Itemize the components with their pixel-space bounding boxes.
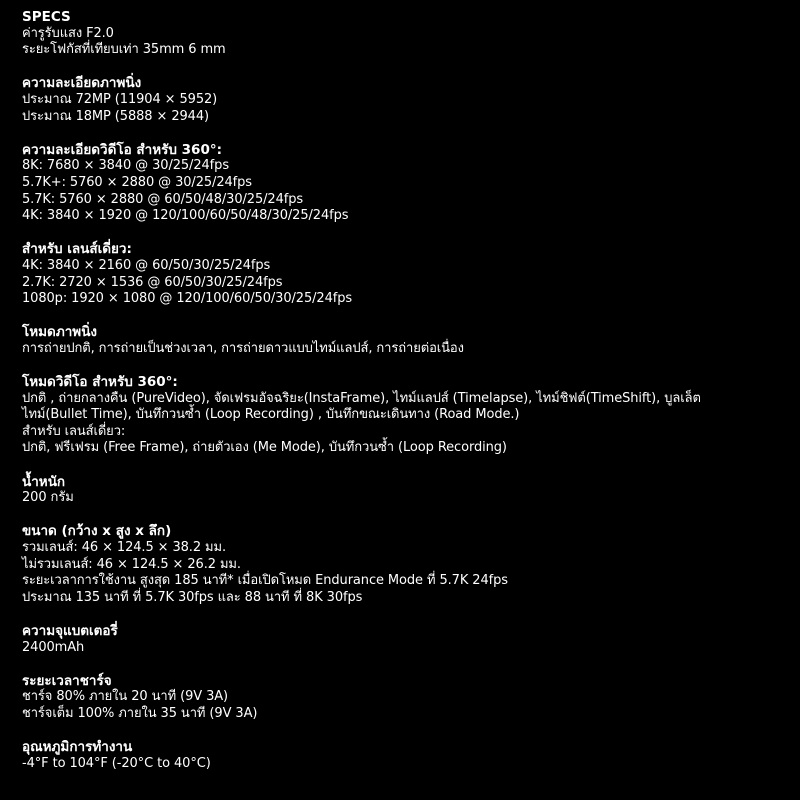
section-heading: ความละเอียดภาพนิ่ง: [22, 75, 142, 92]
section-heading: ความละเอียดวิดีโอ สำหรับ 360°:: [22, 141, 222, 158]
section-dimensions: [22, 523, 792, 606]
spec-line: ชาร์จ 80% ภายใน 20 นาที (9V 3A): [22, 689, 229, 705]
section-battery-capacity: [22, 623, 792, 656]
spec-line: 8K: 7680 × 3840 @ 30/25/24fps: [22, 158, 229, 174]
specs-header-section: [22, 9, 792, 59]
spec-line: 5.7K: 5760 × 2880 @ 60/50/48/30/25/24fps: [22, 191, 304, 207]
spec-line: 5.7K+: 5760 × 2880 @ 30/25/24fps: [22, 174, 252, 190]
section-photo-resolution: [22, 75, 792, 125]
section-heading: ระยะเวลาชาร์จ: [22, 672, 112, 689]
spec-line: 1080p: 1920 × 1080 @ 120/100/60/50/30/25/24fps: [22, 291, 353, 307]
section-heading: อุณหภูมิการทำงาน: [22, 739, 133, 756]
spec-line: 4K: 3840 × 1920 @ 120/100/60/50/48/30/25/24fps: [22, 208, 349, 224]
section-heading: โหมดภาพนิ่ง: [22, 324, 98, 341]
spec-line: 4K: 3840 × 2160 @ 60/50/30/25/24fps: [22, 257, 271, 273]
spec-line: ประมาณ 18MP (5888 × 2944): [22, 108, 209, 124]
spec-line: 200 กรัม: [22, 490, 74, 506]
section-weight: [22, 474, 792, 507]
section-heading: สำหรับ เลนส์เดี่ยว:: [22, 241, 132, 258]
aperture-line: ค่ารูรับแสง F2.0: [22, 25, 114, 41]
spec-line: ประมาณ 135 นาที ที่ 5.7K 30fps และ 88 นาที ที่ 8K 30fps: [22, 589, 363, 605]
section-operating-temperature: [22, 739, 792, 772]
section-video-resolution-360: [22, 142, 792, 225]
spec-line: -4°F to 104°F (-20°C to 40°C): [22, 755, 211, 771]
section-photo-modes: [22, 324, 792, 357]
spec-line: ไม่รวมเลนส์: 46 × 124.5 × 26.2 มม.: [22, 556, 241, 572]
spec-line: ระยะเวลาการใช้งาน สูงสุด 185 นาที* เมื่อเปิดโหมด Endurance Mode ที่ 5.7K 24fps: [22, 573, 508, 589]
section-heading: โหมดวิดีโอ สำหรับ 360°:: [22, 374, 178, 391]
section-heading: ความจุแบตเตอรี่: [22, 622, 118, 639]
section-heading: ขนาด (กว้าง x สูง x ลึก): [22, 523, 172, 540]
spec-line: รวมเลนส์: 46 × 124.5 × 38.2 มม.: [22, 540, 227, 555]
spec-line: ชาร์จเต็ม 100% ภายใน 35 นาที (9V 3A): [22, 705, 258, 721]
spec-line: ประมาณ 72MP (11904 × 5952): [22, 91, 218, 107]
spec-line: 2.7K: 2720 × 1536 @ 60/50/30/25/24fps: [22, 274, 283, 290]
spec-line: สำหรับ เลนส์เดี่ยว:: [22, 423, 126, 439]
section-single-lens-resolution: [22, 241, 792, 307]
spec-line: การถ่ายปกติ, การถ่ายเป็นช่วงเวลา, การถ่ายดาวแบบไทม์แลปส์, การถ่ายต่อเนื่อง: [22, 340, 464, 356]
spec-line: ปกติ , ถ่ายกลางคืน (PureVideo), จัดเฟรมอัจฉริยะ(InstaFrame), ไทม์แลปส์ (Timelapse), ไทม์ชิฟต์(TimeShift), บูลเล็ต: [22, 390, 701, 406]
spec-line: 2400mAh: [22, 639, 85, 655]
focal-length-line: ระยะโฟกัสที่เทียบเท่า 35mm 6 mm: [22, 42, 226, 58]
section-heading: น้ำหนัก: [22, 473, 66, 490]
specs-sheet: [22, 9, 792, 772]
spec-line: ปกติ, ฟรีเฟรม (Free Frame), ถ่ายตัวเอง (Me Mode), บันทึกวนซ้ำ (Loop Recording): [22, 440, 507, 456]
section-charging-time: [22, 673, 792, 723]
spec-line: ไทม์(Bullet Time), บันทึกวนซ้ำ (Loop Recording) , บันทึกขณะเดินทาง (Road Mode.): [22, 407, 520, 423]
section-video-modes: [22, 374, 792, 457]
specs-title: SPECS: [22, 9, 71, 25]
